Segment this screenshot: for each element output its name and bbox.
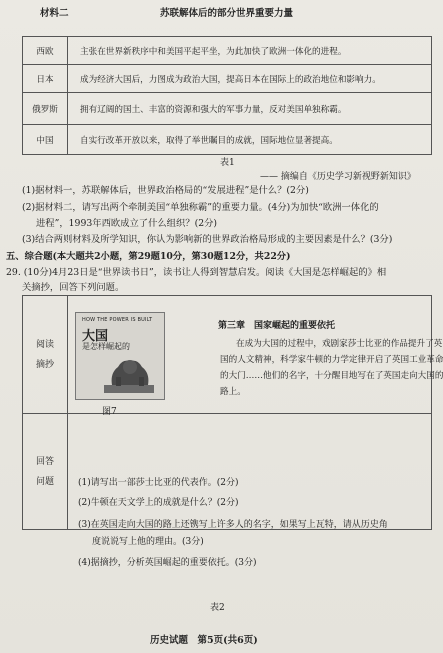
- table-row: [23, 414, 432, 530]
- lion-statue-icon: [104, 353, 154, 393]
- book-cover-image: [75, 312, 165, 400]
- table-row: [23, 125, 432, 155]
- q29-intro: 29. (10分)4月23日是“世界读书日”，读书让人得到智慧启发。阅读《大国是怎样崛起的》相: [6, 267, 387, 278]
- reading-label-cell: [23, 296, 68, 414]
- question-line: (3)结合两则材料及所学知识，你认为影响新的世界政治格局形成的主要因素是什么？(3分): [22, 234, 393, 245]
- table-row: [23, 65, 432, 93]
- material-title: 苏联解体后的部分世界重要力量: [160, 8, 294, 19]
- question-line: 度说说写上他的理由。(3分): [92, 537, 204, 547]
- question-line: (2)牛顿在天文学上的成就是什么？(2分): [78, 498, 239, 508]
- row-value: 拥有辽阔的国土、丰富的资源和强大的军事力量，反对美国单独称霸。: [68, 93, 432, 125]
- row-key: 日本: [23, 65, 68, 93]
- row-key: 俄罗斯: [23, 93, 68, 125]
- excerpt-line: 国的人文精神，科学家牛顿的力学定律开启了英国工业革命: [220, 355, 443, 365]
- table-1: [22, 36, 432, 155]
- question-line: 进程”，1993年西欧成立了什么组织？(2分): [36, 218, 218, 229]
- excerpt-text: [220, 336, 443, 400]
- table-2-caption: 表2: [210, 603, 225, 613]
- row-key: 西欧: [23, 37, 68, 65]
- q29-intro-cont: 关摘抄，回答下列问题。: [22, 282, 125, 293]
- book-title-big: 大国: [82, 329, 109, 344]
- answer-label-cell: [23, 414, 68, 530]
- table-1-caption: 表1: [220, 158, 235, 168]
- question-line: (1)请写出一部莎士比亚的代表作。(2分): [78, 478, 239, 488]
- book-title-small: 是怎样崛起的: [82, 342, 130, 351]
- row-value: 自实行改革开放以来，取得了举世瞩目的成就，国际地位显著提高。: [68, 125, 432, 155]
- answer-label: 回答 问题: [35, 456, 54, 487]
- question-line: (4)据摘抄，分析英国崛起的重要依托。(3分): [78, 558, 257, 568]
- reading-label: 阅读 摘抄: [35, 339, 54, 370]
- material-label: 材料二: [40, 8, 69, 19]
- section-heading: 五、综合题(本大题共2小题，第29题10分，第30题12分，共22分): [6, 251, 291, 262]
- page-footer: 历史试题 第5页(共6页): [150, 635, 258, 646]
- table-row: [23, 37, 432, 65]
- row-value: 主张在世界新秩序中和美国平起平坐，为此加快了欧洲一体化的进程。: [68, 37, 432, 65]
- source-note: —— 摘编自《历史学习新视野新知识》: [260, 172, 416, 182]
- row-value: 成为经济大国后，力图成为政治大国，提高日本在国际上的政治地位和影响力。: [68, 65, 432, 93]
- excerpt-line: 在成为大国的过程中，戏剧家莎士比亚的作品提升了英: [236, 339, 443, 349]
- question-line: (2)据材料二，请写出两个牵制美国“单独称霸”的重要力量。(4分)为加快“欧洲一体化的: [22, 202, 379, 213]
- excerpt-line: 的大门……他们的名字，十分醒目地写在了英国走向大国的: [220, 371, 443, 381]
- book-en-title: HOW THE POWER IS BUILT: [82, 317, 153, 323]
- chapter-heading: 第三章 国家崛起的重要依托: [218, 321, 336, 331]
- figure-caption: 图7: [102, 407, 117, 417]
- answer-content-cell: [68, 414, 432, 530]
- excerpt-line: 路上。: [220, 387, 246, 397]
- table-row: [23, 93, 432, 125]
- row-key: 中国: [23, 125, 68, 155]
- question-line: (1)据材料一，苏联解体后，世界政治格局的“发展进程”是什么？(2分): [22, 185, 309, 196]
- question-line: (3)在英国走向大国的路上还镌写上许多人的名字，如果写上瓦特，请从历史角: [78, 520, 388, 530]
